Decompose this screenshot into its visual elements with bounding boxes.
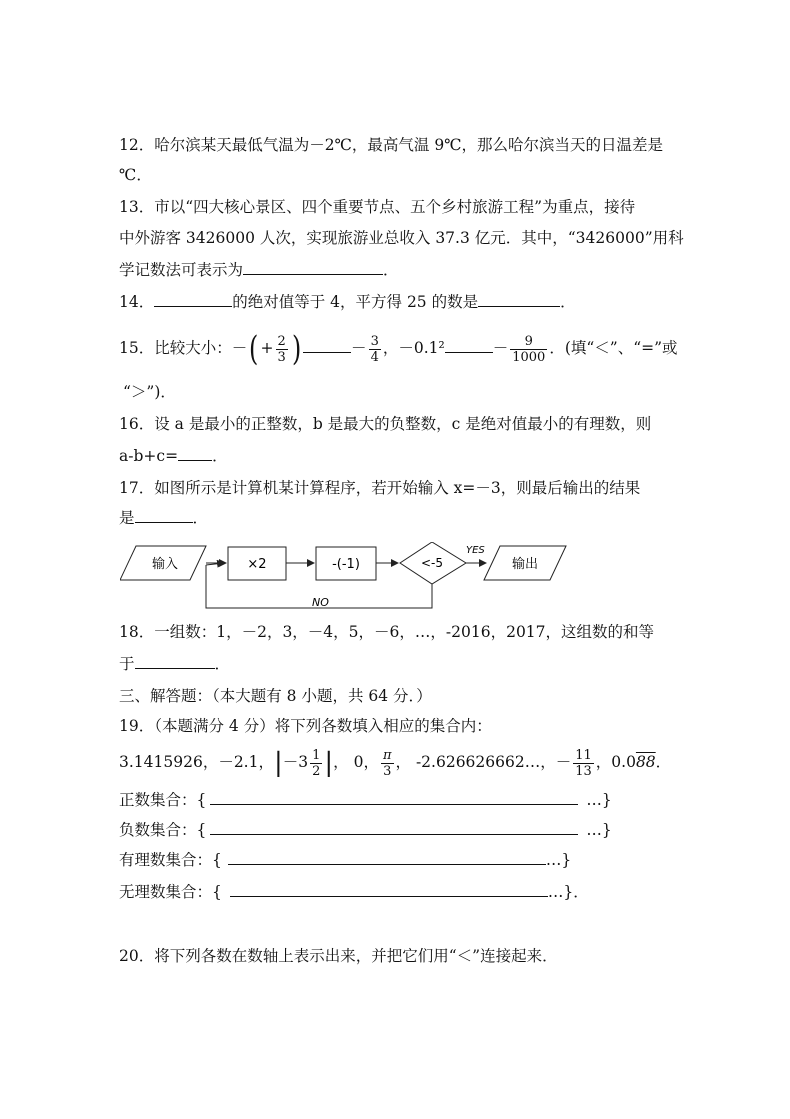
numerator: 2 — [277, 333, 286, 349]
fraction-2-3 — [276, 334, 288, 365]
minus-sign: － — [492, 339, 509, 357]
q19-title: 19．（本题满分 4 分）将下列各数填入相应的集合内： — [119, 717, 492, 735]
q16-end: ． — [212, 447, 228, 465]
q15-end: ．(填“＜”、“=”或 — [549, 339, 678, 357]
answer-blank[interactable] — [243, 260, 383, 275]
numerator: 1 — [312, 747, 321, 763]
numbers-part3: ， -2.626626662…，－ — [395, 753, 572, 771]
abs-bar-left: | — [273, 748, 283, 778]
answer-blank[interactable] — [303, 338, 351, 353]
q13-line3-text: 学记数法可表示为 — [119, 261, 244, 279]
set-label: 有理数集合：{ — [119, 851, 222, 869]
negative-set — [119, 820, 612, 840]
no-label: NO — [312, 596, 329, 609]
fraction-1-2 — [310, 748, 322, 779]
denominator: 4 — [370, 349, 379, 365]
set-label: 负数集合：{ — [119, 821, 207, 839]
fraction-pi-3 — [381, 748, 394, 779]
q12-line1: 12．哈尔滨某天最低气温为－2℃，最高气温 9℃，那么哈尔滨当天的日温差是 — [119, 136, 664, 154]
numerator: 11 — [575, 747, 592, 763]
q15-mid: ，－0.1² — [382, 339, 445, 357]
q12-line2: ℃． — [119, 166, 152, 184]
left-paren: ( — [249, 329, 259, 369]
q15-text: 15．比较大小：－ — [119, 339, 248, 357]
q18-line2 — [119, 654, 230, 674]
flowchart — [120, 542, 570, 612]
section-title: 三、解答题：（本大题有 8 小题，共 64 分．） — [119, 687, 432, 705]
minus1-label: -(-1) — [332, 557, 360, 572]
output-label: 输出 — [511, 557, 539, 572]
plus-sign: + — [260, 339, 274, 357]
denominator: 1000 — [512, 349, 546, 365]
minus-sign: － — [351, 339, 367, 357]
numerator: 9 — [510, 334, 547, 350]
irrational-set — [119, 882, 589, 902]
q17-line1: 17．如图所示是计算机某计算程序，若开始输入 x=－3，则最后输出的结果 — [119, 479, 641, 497]
abs-inner: －3 — [282, 753, 309, 771]
q14-text: 的绝对值等于 4，平方得 25 的数是 — [232, 293, 479, 311]
denominator: 3 — [383, 763, 392, 779]
q16-line2 — [119, 446, 228, 466]
set-label: 无理数集合：{ — [119, 883, 222, 901]
yes-label: YES — [466, 545, 485, 556]
numbers-part2: ， 0， — [333, 753, 379, 771]
q17-end: ． — [192, 509, 209, 527]
q13-line1: 13．市以“四大核心景区、四个重要节点、五个乡村旅游工程”为重点，接待 — [119, 198, 636, 216]
answer-blank[interactable] — [230, 882, 548, 897]
answer-blank[interactable] — [135, 508, 193, 523]
condition-label: <-5 — [420, 556, 444, 570]
q17-line2 — [119, 508, 208, 528]
answer-blank[interactable] — [154, 292, 232, 307]
fraction-9-1000 — [510, 334, 547, 365]
fraction-3-4 — [369, 334, 381, 365]
numerator: π — [382, 747, 392, 763]
set-end: …}． — [547, 883, 589, 901]
q20-line: 20．将下列各数在数轴上表示出来，并把它们用“＜”连接起来． — [119, 947, 558, 965]
q19-numbers — [119, 742, 671, 782]
denominator: 2 — [312, 763, 321, 779]
q18-line1: 18．一组数：1，－2，3，－4，5，－6，…，-2016，2017，这组数的和等 — [119, 623, 655, 641]
numerator: 3 — [370, 333, 379, 349]
numbers-end: ． — [655, 753, 672, 771]
q15-line2: “＞”)． — [123, 383, 176, 401]
q16-line1: 16．设 a 是最小的正整数，b 是最大的负整数，c 是绝对值最小的有理数，则 — [119, 415, 652, 433]
q14-end: ． — [560, 293, 576, 311]
positive-set — [119, 790, 612, 810]
q17-text: 是 — [119, 509, 135, 527]
times2-label: ×2 — [247, 557, 267, 572]
denominator: 3 — [277, 349, 286, 365]
answer-blank[interactable] — [445, 338, 493, 353]
q13-line3-end: ． — [383, 261, 399, 279]
q15-line1 — [119, 328, 678, 368]
repeating-digits: 88 — [635, 753, 656, 771]
rational-set — [119, 850, 571, 870]
numbers-part1: 3.1415926，－2.1， — [119, 753, 274, 771]
abs-bar-right: | — [324, 748, 334, 778]
q13-line2: 中外游客 3426000 人次，实现旅游业总收入 37.3 亿元．其中，“3426000”用科 — [119, 229, 684, 247]
set-end: …} — [586, 821, 612, 839]
answer-blank[interactable] — [135, 654, 215, 669]
q13-line3 — [119, 260, 399, 280]
q16-expr: a-b+c= — [119, 447, 179, 465]
answer-blank[interactable] — [210, 820, 578, 835]
numbers-part4: ，0.0 — [595, 753, 636, 771]
answer-blank[interactable] — [210, 790, 578, 805]
set-label: 正数集合：{ — [119, 791, 207, 809]
answer-blank[interactable] — [228, 850, 546, 865]
answer-blank[interactable] — [178, 446, 212, 461]
q18-text: 于 — [119, 655, 135, 673]
q18-end: ． — [214, 655, 231, 673]
fraction-11-13 — [573, 748, 594, 779]
answer-blank[interactable] — [478, 292, 560, 307]
set-end: …} — [545, 851, 572, 869]
denominator: 13 — [575, 763, 592, 779]
set-end: …} — [586, 791, 612, 809]
q14-number: 14． — [119, 293, 155, 311]
q14-line — [119, 292, 576, 312]
right-paren: ) — [291, 329, 302, 369]
input-label: 输入 — [151, 557, 179, 572]
